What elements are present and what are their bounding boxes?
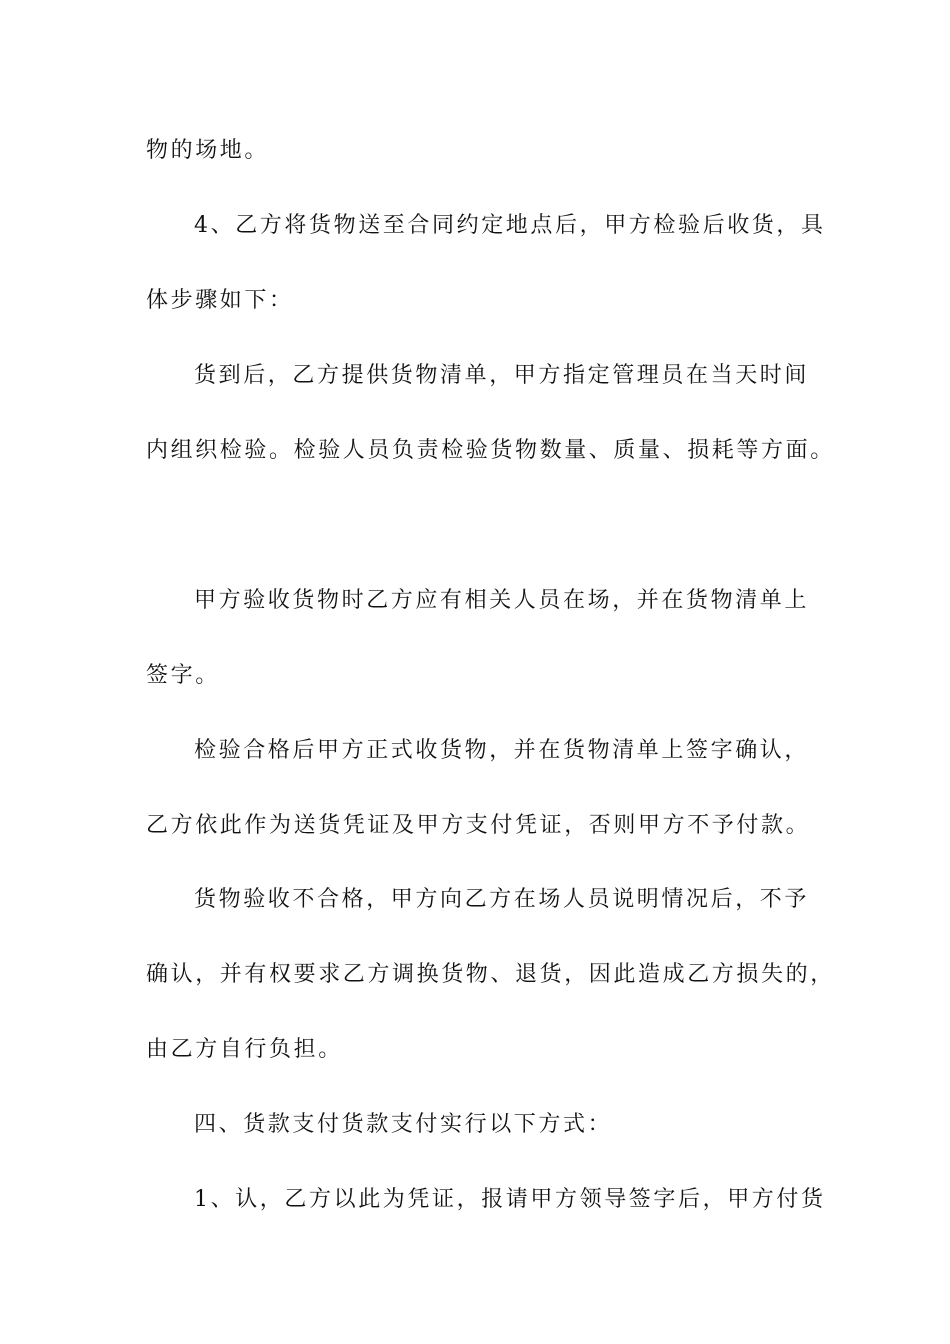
text-line: 货物验收不合格，甲方向乙方在场人员说明情况后，不予 [194,887,810,912]
text-line: 甲方验收货物时乙方应有相关人员在场，并在货物清单上 [194,588,810,613]
text-line: 1、认，乙方以此为凭证，报请甲方领导签字后，甲方付货 [194,1187,826,1212]
text-line: 4、乙方将货物送至合同约定地点后，甲方检验后收货，具 [194,213,826,238]
text-line: 四、货款支付货款支付实行以下方式： [194,1112,613,1137]
text-line: 货到后，乙方提供货物清单，甲方指定管理员在当天时间 [194,363,810,388]
text-line: 检验合格后甲方正式收货物，并在货物清单上签字确认， [194,738,810,763]
text-line: 由乙方自行负担。 [146,1037,343,1062]
text-line: 确认，并有权要求乙方调换货物、退货，因此造成乙方损失的， [146,962,835,987]
text-line: 体步骤如下： [146,288,294,313]
text-line: 物的场地。 [146,138,270,163]
text-line: 内组织检验。检验人员负责检验货物数量、质量、损耗等方面。 [146,438,835,463]
text-line: 乙方依此作为送货凭证及甲方支付凭证，否则甲方不予付款。 [146,813,811,838]
text-line: 签字。 [146,663,220,688]
